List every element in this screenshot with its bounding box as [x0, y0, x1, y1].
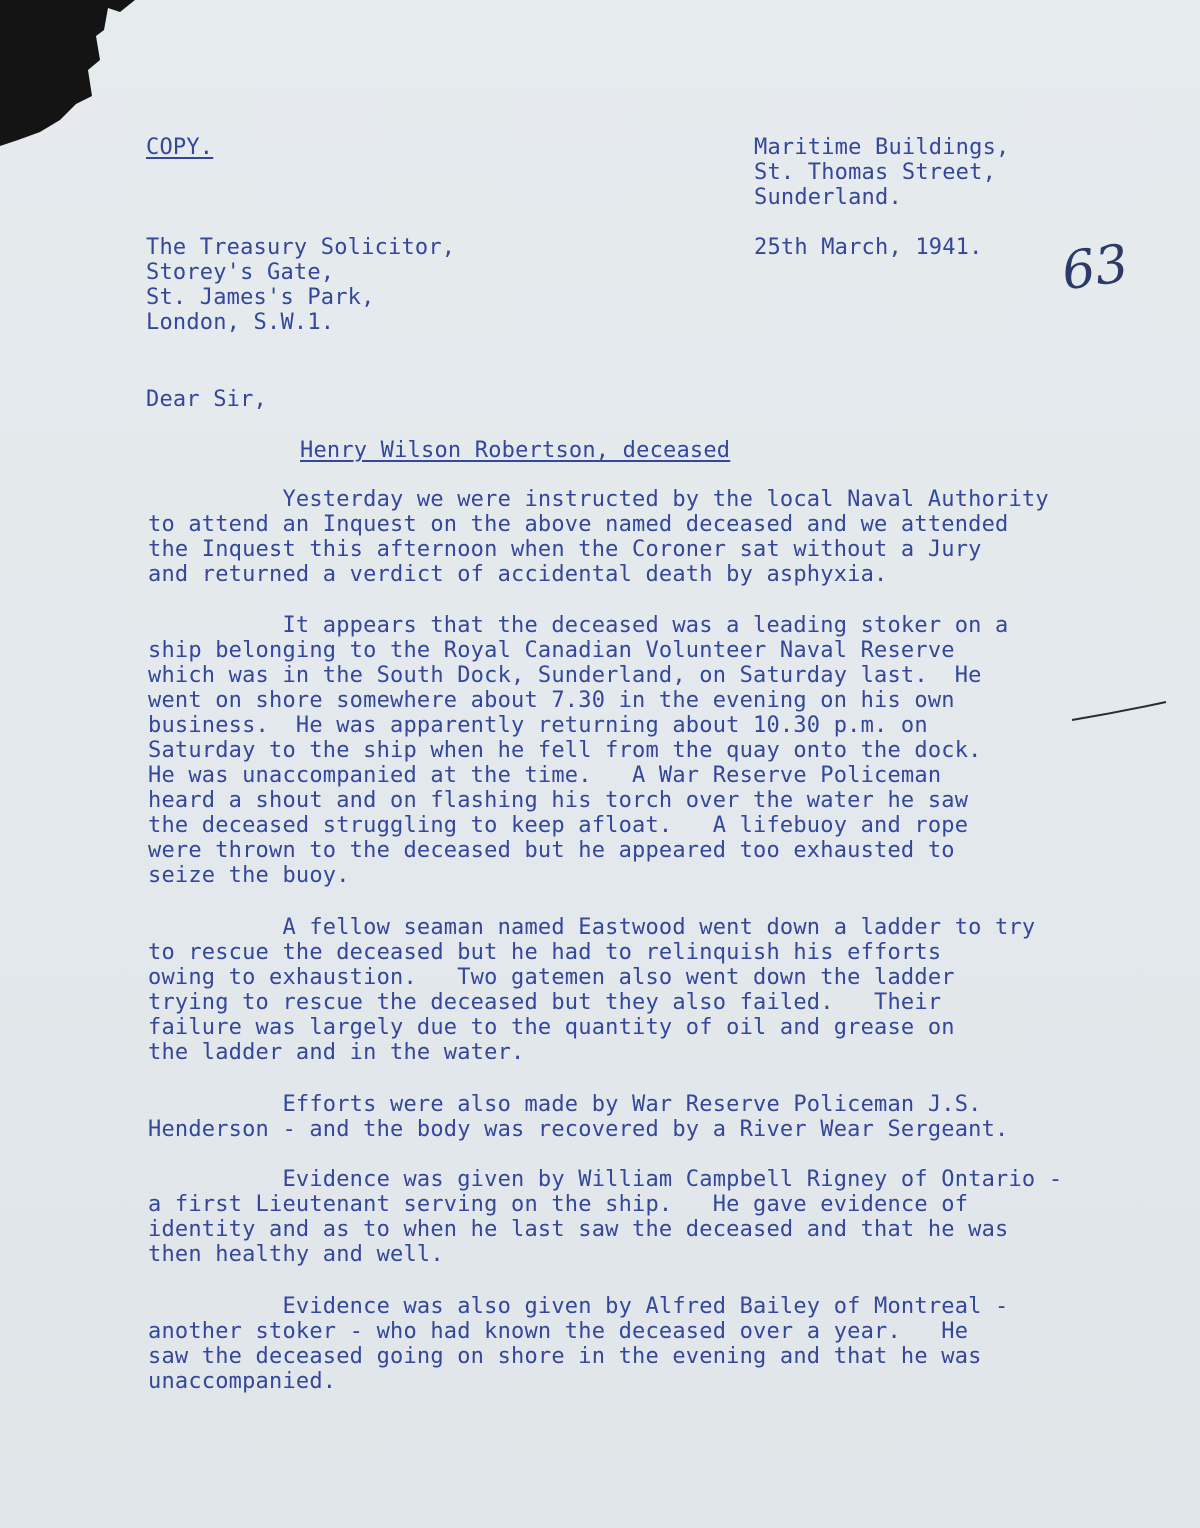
- paragraph-line: saw the deceased going on shore in the evening and that he was: [148, 1344, 982, 1369]
- folio-number: 63: [1058, 233, 1133, 303]
- paragraph-line: It appears that the deceased was a leading stoker on a: [148, 613, 1009, 638]
- paragraph-line: He was unaccompanied at the time. A War Reserve Policeman: [148, 763, 942, 788]
- paragraph-line: the Inquest this afternoon when the Coroner sat without a Jury: [148, 537, 982, 562]
- paragraph-line: a first Lieutenant serving on the ship. He gave evidence of: [148, 1192, 969, 1217]
- paragraph-line: to rescue the deceased but he had to relinquish his efforts: [148, 940, 942, 965]
- paragraph-line: Henderson - and the body was recovered by a River Wear Sergeant.: [148, 1117, 1009, 1142]
- paragraph-line: seize the buoy.: [148, 863, 350, 888]
- recipient-address-line-2: Storey's Gate,: [146, 260, 335, 285]
- sender-address-line-2: St. Thomas Street,: [754, 160, 997, 185]
- paragraph-line: and returned a verdict of accidental death by asphyxia.: [148, 562, 888, 587]
- paragraph-line: ship belonging to the Royal Canadian Volunteer Naval Reserve: [148, 638, 955, 663]
- paragraph-line: trying to rescue the deceased but they also failed. Their: [148, 990, 942, 1015]
- recipient-address-line-1: The Treasury Solicitor,: [146, 235, 456, 260]
- paragraph-line: unaccompanied.: [148, 1369, 337, 1394]
- paragraph-line: heard a shout and on flashing his torch over the water he saw: [148, 788, 969, 813]
- salutation: Dear Sir,: [146, 387, 268, 412]
- subject-heading: Henry Wilson Robertson, deceased: [300, 438, 731, 463]
- paragraph-line: Evidence was also given by Alfred Bailey of Montreal -: [148, 1294, 1009, 1319]
- paragraph-line: were thrown to the deceased but he appeared too exhausted to: [148, 838, 955, 863]
- paragraph-line: the deceased struggling to keep afloat. A lifebuoy and rope: [148, 813, 969, 838]
- paragraph-line: went on shore somewhere about 7.30 in the evening on his own: [148, 688, 955, 713]
- paragraph-line: business. He was apparently returning about 10.30 p.m. on: [148, 713, 928, 738]
- paragraph-line: to attend an Inquest on the above named deceased and we attended: [148, 512, 1009, 537]
- recipient-address-line-4: London, S.W.1.: [146, 310, 335, 335]
- paragraph-line: identity and as to when he last saw the deceased and that he was: [148, 1217, 1009, 1242]
- paragraph-line: Saturday to the ship when he fell from the quay onto the dock.: [148, 738, 982, 763]
- paragraph-line: which was in the South Dock, Sunderland, on Saturday last. He: [148, 663, 982, 688]
- letter-date: 25th March, 1941.: [754, 235, 983, 260]
- paragraph-line: Efforts were also made by War Reserve Policeman J.S.: [148, 1092, 982, 1117]
- paragraph-line: the ladder and in the water.: [148, 1040, 525, 1065]
- paragraph-line: Yesterday we were instructed by the local Naval Authority: [148, 487, 1049, 512]
- torn-corner: [0, 0, 140, 150]
- paragraph-line: then healthy and well.: [148, 1242, 444, 1267]
- paragraph-line: owing to exhaustion. Two gatemen also went down the ladder: [148, 965, 955, 990]
- paragraph-line: Evidence was given by William Campbell Rigney of Ontario -: [148, 1167, 1063, 1192]
- sender-address-line-1: Maritime Buildings,: [754, 135, 1010, 160]
- paragraph-line: another stoker - who had known the deceased over a year. He: [148, 1319, 969, 1344]
- paragraph-line: failure was largely due to the quantity of oil and grease on: [148, 1015, 955, 1040]
- paragraph-line: A fellow seaman named Eastwood went down a ladder to try: [148, 915, 1036, 940]
- margin-pencil-mark: [1070, 700, 1170, 724]
- recipient-address-line-3: St. James's Park,: [146, 285, 375, 310]
- sender-address-line-3: Sunderland.: [754, 185, 902, 210]
- copy-label: COPY.: [146, 135, 214, 160]
